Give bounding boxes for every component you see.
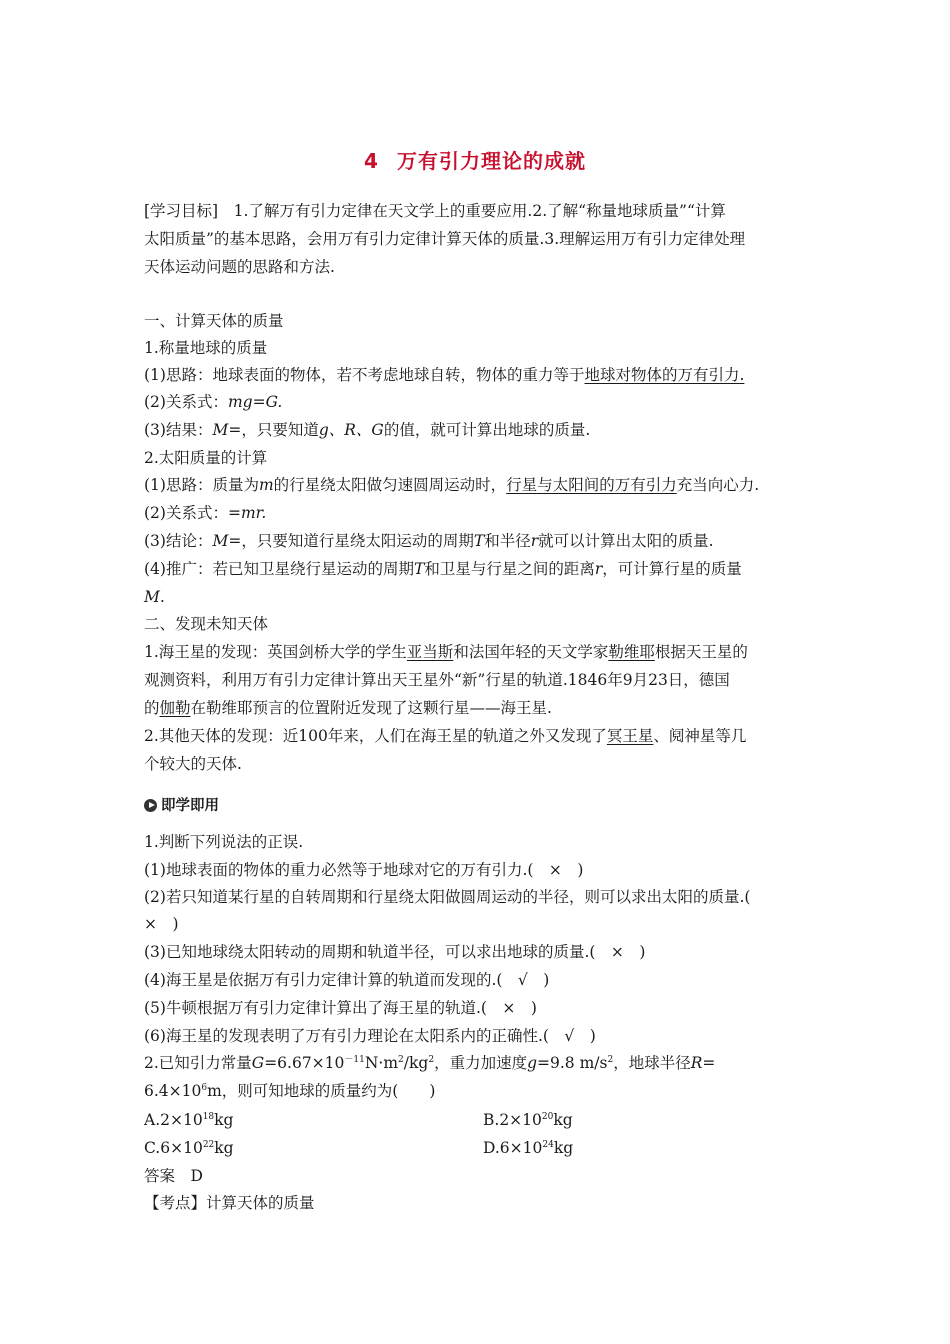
- title-number: 4: [364, 149, 379, 173]
- section-heading-discover: 二、发现未知天体: [144, 615, 269, 633]
- subsection-earth-mass: 1.称量地球的质量: [144, 339, 268, 357]
- page-title: [0, 145, 950, 174]
- earth-relation-line: (2)关系式：mg=G.: [144, 393, 283, 411]
- statement-3: (3)已知地球绕太阳转动的周期和轨道半径，可以求出地球的质量.( × ): [144, 943, 646, 961]
- answer-line: 答案 D: [144, 1167, 203, 1185]
- section-heading-calc-mass: 一、计算天体的质量: [144, 312, 284, 330]
- statement-1: (1)地球表面的物体的重力必然等于地球对它的万有引力.( × ): [144, 861, 584, 879]
- question-2-line-2: $6.4\times 10^6m$，则可知地球的质量约为( ): [144, 1082, 436, 1100]
- option-b: $B.2\times 10^{20}kg$: [483, 1111, 573, 1129]
- question-1: 1.判断下列说法的正误.: [144, 833, 304, 851]
- fill-blank: 地球对物体的万有引力.: [584, 366, 745, 384]
- play-circle-icon: [144, 799, 157, 812]
- sun-conclusion-line: (3)结论：M=，只要知道行星绕太阳运动的周期T和半径r就可以计算出太阳的质量.: [144, 532, 714, 550]
- statement-2: (2)若只知道某行星的自转周期和行星绕太阳做圆周运动的半径，则可以求出太阳的质量.(: [144, 888, 751, 906]
- fill-blank: 冥王星: [606, 727, 654, 745]
- earth-idea-line: (1)思路：地球表面的物体，若不考虑地球自转，物体的重力等于地球对物体的万有引力.: [144, 366, 745, 384]
- sun-relation-line: (2)关系式：=mr.: [144, 504, 267, 522]
- kaodian-line: 【考点】计算天体的质量: [144, 1194, 315, 1212]
- fill-blank: 伽勒: [159, 699, 191, 717]
- question-2-line-1: 2.已知引力常量$G=6.67\times 10^{-11}N\cdot m^2/kg^2$，重力加速度g=9.8 $m/s^2$，地球半径R=: [144, 1054, 716, 1072]
- other-bodies-line-2: 个较大的天体.: [144, 755, 242, 773]
- objectives-line-1: [学习目标] 1.了解万有引力定律在天文学上的重要应用.2.了解“称量地球质量”“计算: [144, 202, 726, 220]
- subsection-sun-mass: 2.太阳质量的计算: [144, 449, 268, 467]
- other-bodies-line-1: 2.其他天体的发现：近100年来，人们在海王星的轨道之外又发现了冥王星、阋神星等几: [144, 727, 747, 745]
- statement-2-cont: × ): [144, 915, 179, 933]
- option-d: $D.6\times 10^{24}kg$: [483, 1139, 574, 1157]
- objectives-line-2: 太阳质量”的基本思路，会用万有引力定律计算天体的质量.3.理解运用万有引力定律处理: [144, 230, 746, 248]
- sun-idea-line: (1)思路：质量为m的行星绕太阳做匀速圆周运动时，行星与太阳间的万有引力充当向心力.: [144, 476, 760, 494]
- title-text: 万有引力理论的成就: [396, 149, 586, 173]
- statement-5: (5)牛顿根据万有引力定律计算出了海王星的轨道.( × ): [144, 999, 537, 1017]
- generalization-line-2: M.: [144, 588, 165, 606]
- option-row-1: [144, 1110, 233, 1130]
- option-a: $A.2\times 10^{18}kg$: [144, 1111, 234, 1129]
- neptune-line-1: 1.海王星的发现：英国剑桥大学的学生亚当斯和法国年轻的天文学家勒维耶根据天王星的: [144, 643, 748, 661]
- fill-blank: 勒维耶: [608, 643, 655, 661]
- neptune-line-3: 的伽勒在勒维耶预言的位置附近发现了这颗行星——海王星.: [144, 699, 552, 717]
- fill-blank: 行星与太阳间的万有引力: [506, 476, 677, 494]
- generalization-line: (4)推广：若已知卫星绕行星运动的周期T和卫星与行星之间的距离r，可计算行星的质量: [144, 560, 742, 578]
- neptune-line-2: 观测资料，利用万有引力定律计算出天王星外“新”行星的轨道.1846年9月23日，德国: [144, 671, 730, 689]
- earth-result-line: (3)结果：M=，只要知道g、R、G的值，就可计算出地球的质量.: [144, 421, 591, 439]
- option-c: $C.6\times 10^{22}kg$: [144, 1139, 234, 1157]
- statement-4: (4)海王星是依据万有引力定律计算的轨道而发现的.( √ ): [144, 971, 550, 989]
- objectives-label: [学习目标]: [144, 202, 219, 220]
- objectives-line-3: 天体运动问题的思路和方法.: [144, 258, 335, 276]
- fill-blank: 亚当斯: [406, 643, 454, 661]
- statement-6: (6)海王星的发现表明了万有引力理论在太阳系内的正确性.( √ ): [144, 1027, 596, 1045]
- practice-heading: 即学即用: [144, 796, 219, 816]
